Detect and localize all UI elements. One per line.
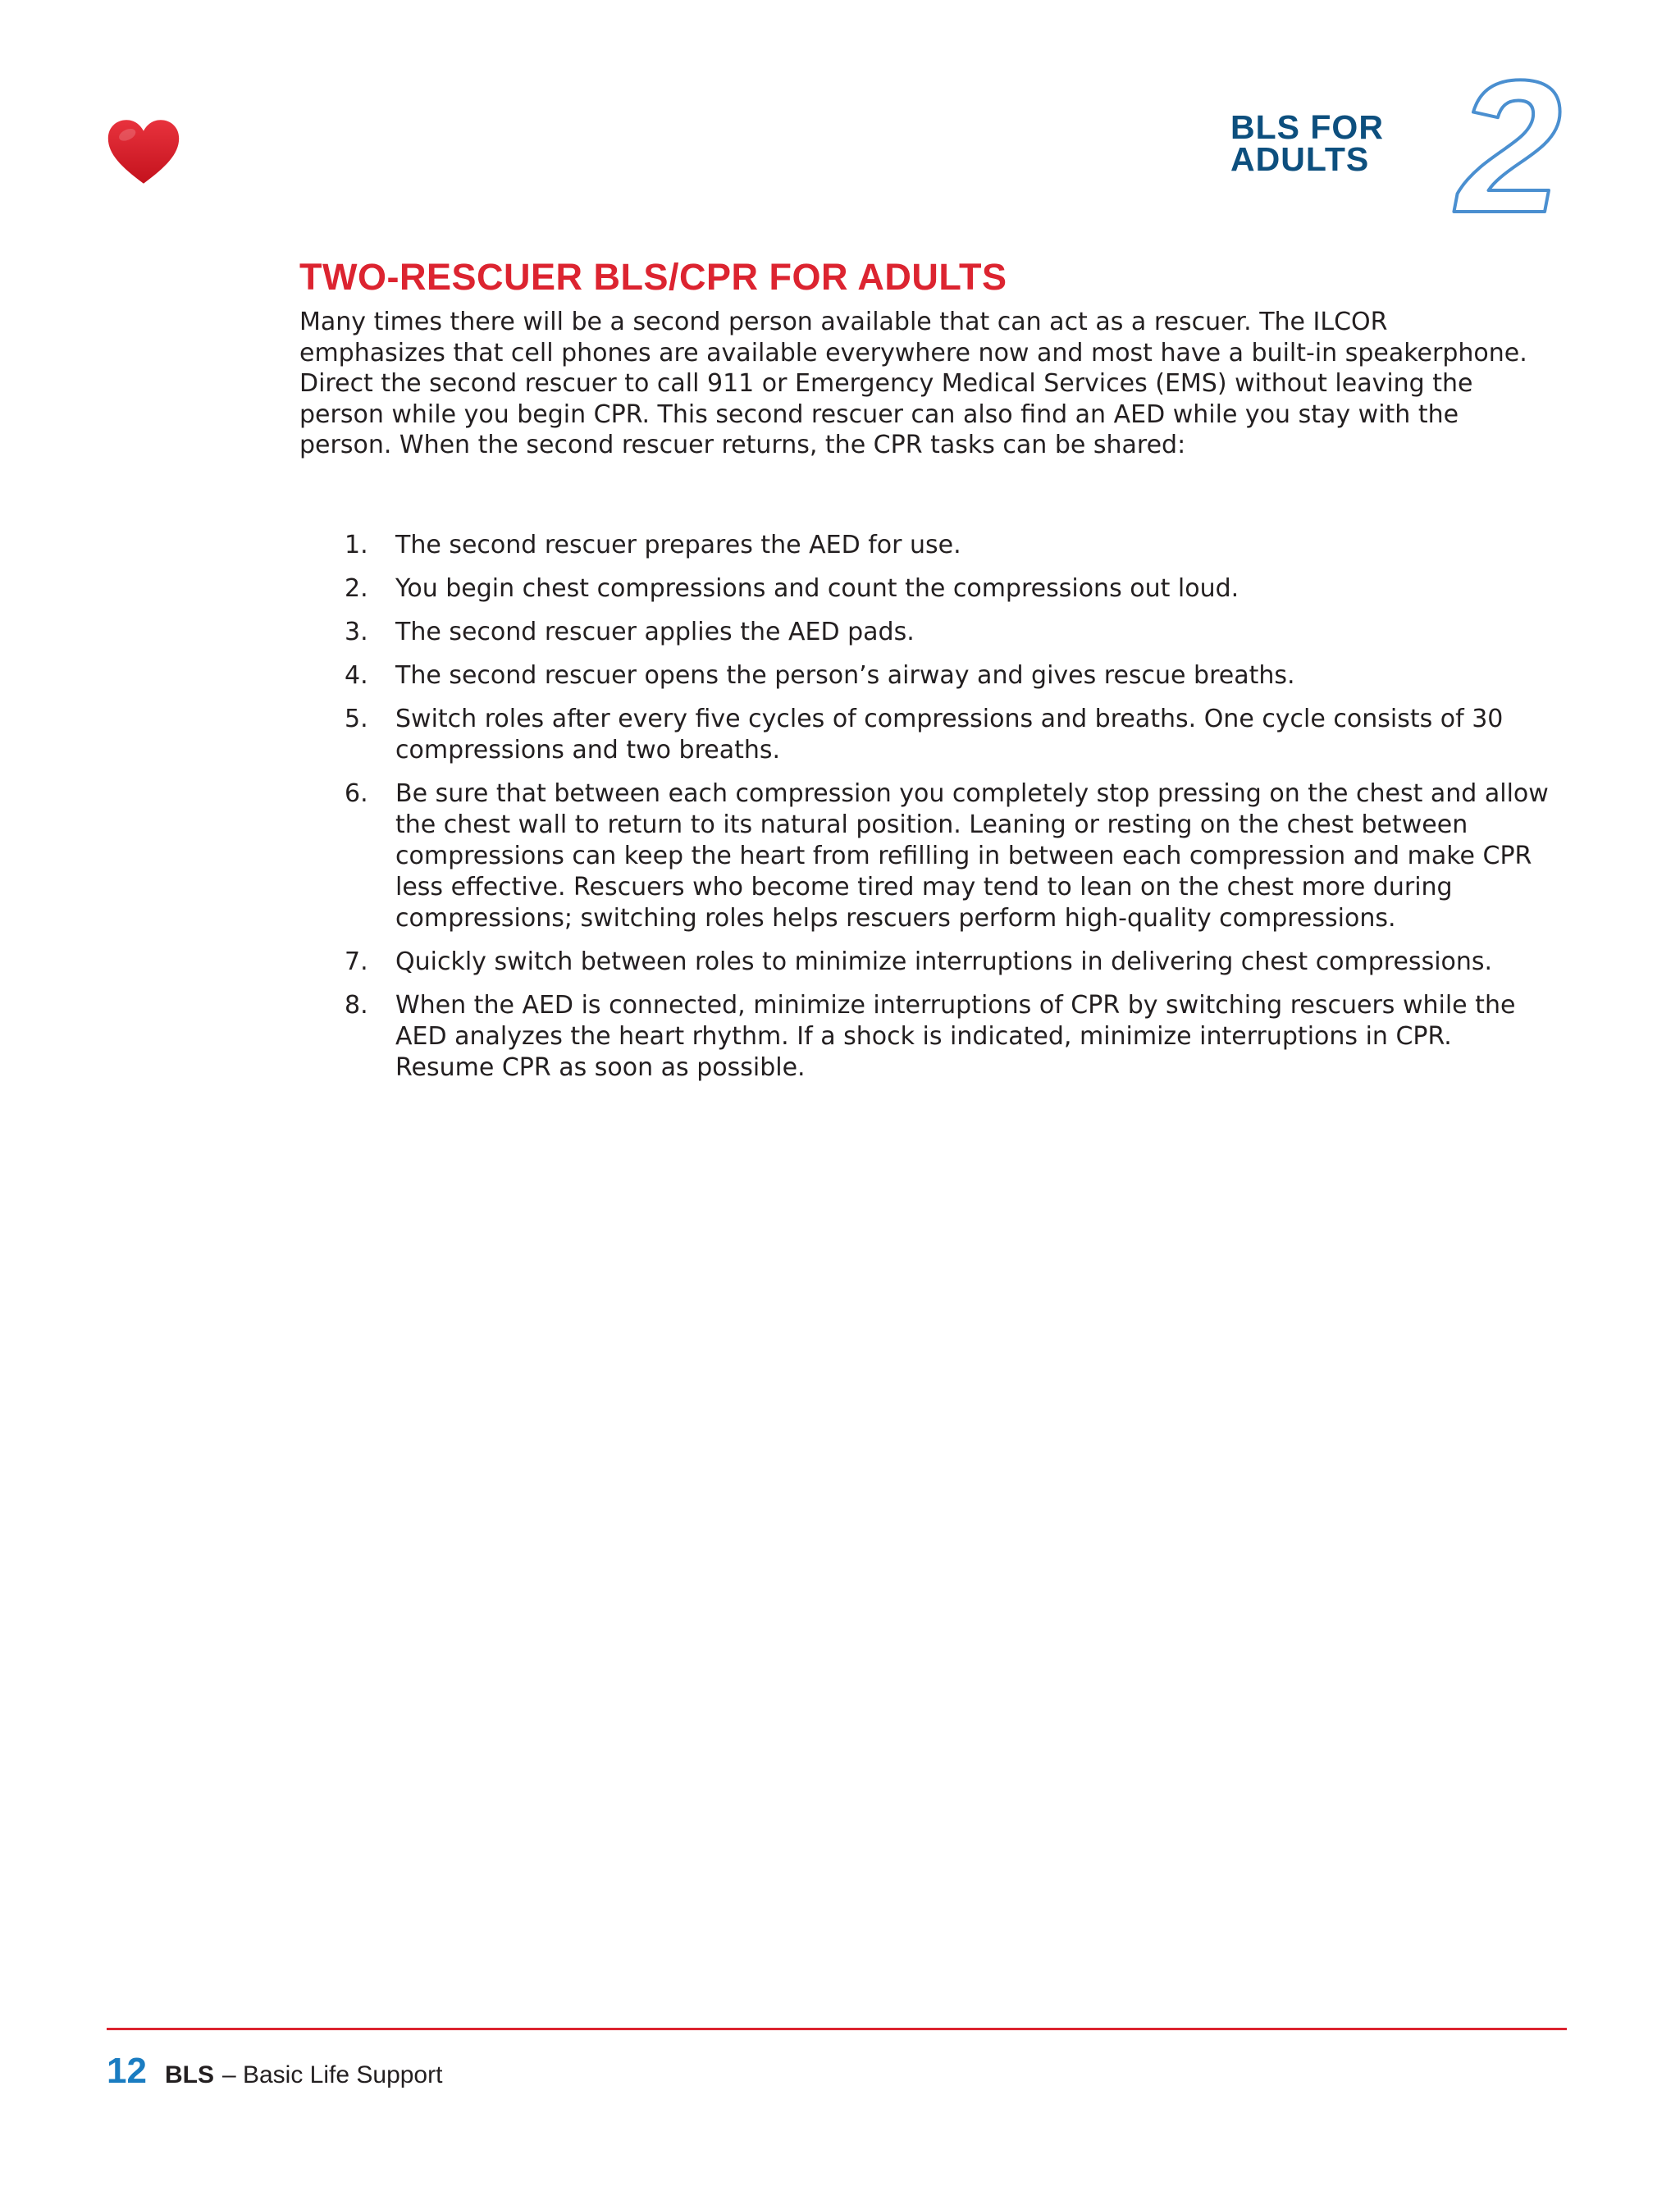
- list-item: [345, 704, 1550, 766]
- footer-book-subtitle: – Basic Life Support: [221, 2061, 443, 2088]
- footer-divider: [107, 2028, 1567, 2030]
- list-item: [345, 530, 1550, 561]
- list-item-number: 3.: [345, 618, 368, 646]
- heart-icon: [107, 118, 180, 185]
- chapter-label-line2: ADULTS: [1230, 140, 1370, 178]
- page-number: 12: [107, 2051, 147, 2091]
- list-item-number: 2.: [345, 574, 368, 603]
- page-footer: [107, 2051, 442, 2092]
- footer-book-abbrev: BLS: [164, 2061, 214, 2088]
- list-item: [345, 660, 1550, 692]
- list-item-text: The second rescuer applies the AED pads.: [395, 618, 915, 646]
- list-item-text: Be sure that between each compression you completely stop pressing on the chest and allow the chest wall to return to its natural position. Leaning or resting on the chest between compressions can keep the heart from refilling in between each compression and make CPR less effective. Rescuers who become tired may tend to lean on the chest more during compressions; switching roles helps rescuers perform high-quality compressions.: [395, 779, 1549, 933]
- section-title: TWO-RESCUER BLS/CPR FOR ADULTS: [299, 256, 1007, 298]
- list-item-number: 8.: [345, 991, 368, 1020]
- list-item: [345, 573, 1550, 605]
- list-item-text: You begin chest compressions and count the compressions out loud.: [395, 574, 1239, 603]
- chapter-label-line1: BLS FOR: [1230, 108, 1384, 146]
- list-item-text: The second rescuer prepares the AED for use.: [395, 531, 961, 559]
- list-item-number: 7.: [345, 947, 368, 976]
- list-item-number: 6.: [345, 779, 368, 808]
- list-item: [345, 947, 1550, 978]
- list-item-number: 4.: [345, 661, 368, 690]
- list-item: [345, 617, 1550, 648]
- chapter-label: [1230, 108, 1419, 178]
- list-item-text: Switch roles after every five cycles of compressions and breaths. One cycle consists of 30 compressions and two breaths.: [395, 705, 1504, 765]
- list-item-text: Quickly switch between roles to minimize interruptions in delivering chest compressions.: [395, 947, 1493, 976]
- chapter-number: [1444, 66, 1575, 221]
- intro-paragraph: Many times there will be a second person available that can act as a rescuer. The ILCOR emphasizes that cell phones are available everywhere now and most have a built-in speakerphone. Direct the second rescuer to call 911 or Emergency Medical Services (EMS) without leaving the person while you begin CPR. This second rescuer can also find an AED while you stay with the person. When the second rescuer returns, the CPR tasks can be shared:: [299, 308, 1527, 459]
- list-item: [345, 990, 1550, 1084]
- list-item-number: 5.: [345, 705, 368, 733]
- list-item: [345, 778, 1550, 934]
- list-item-text: When the AED is connected, minimize interruptions of CPR by switching rescuers while the AED analyzes the heart rhythm. If a shock is indicated, minimize interruptions in CPR. Resume CPR as soon as possible.: [395, 991, 1516, 1082]
- list-item-number: 1.: [345, 531, 368, 559]
- chapter-number-text: 2: [1457, 66, 1562, 221]
- list-item-text: The second rescuer opens the person’s airway and gives rescue breaths.: [395, 661, 1295, 690]
- steps-list: [345, 530, 1550, 1096]
